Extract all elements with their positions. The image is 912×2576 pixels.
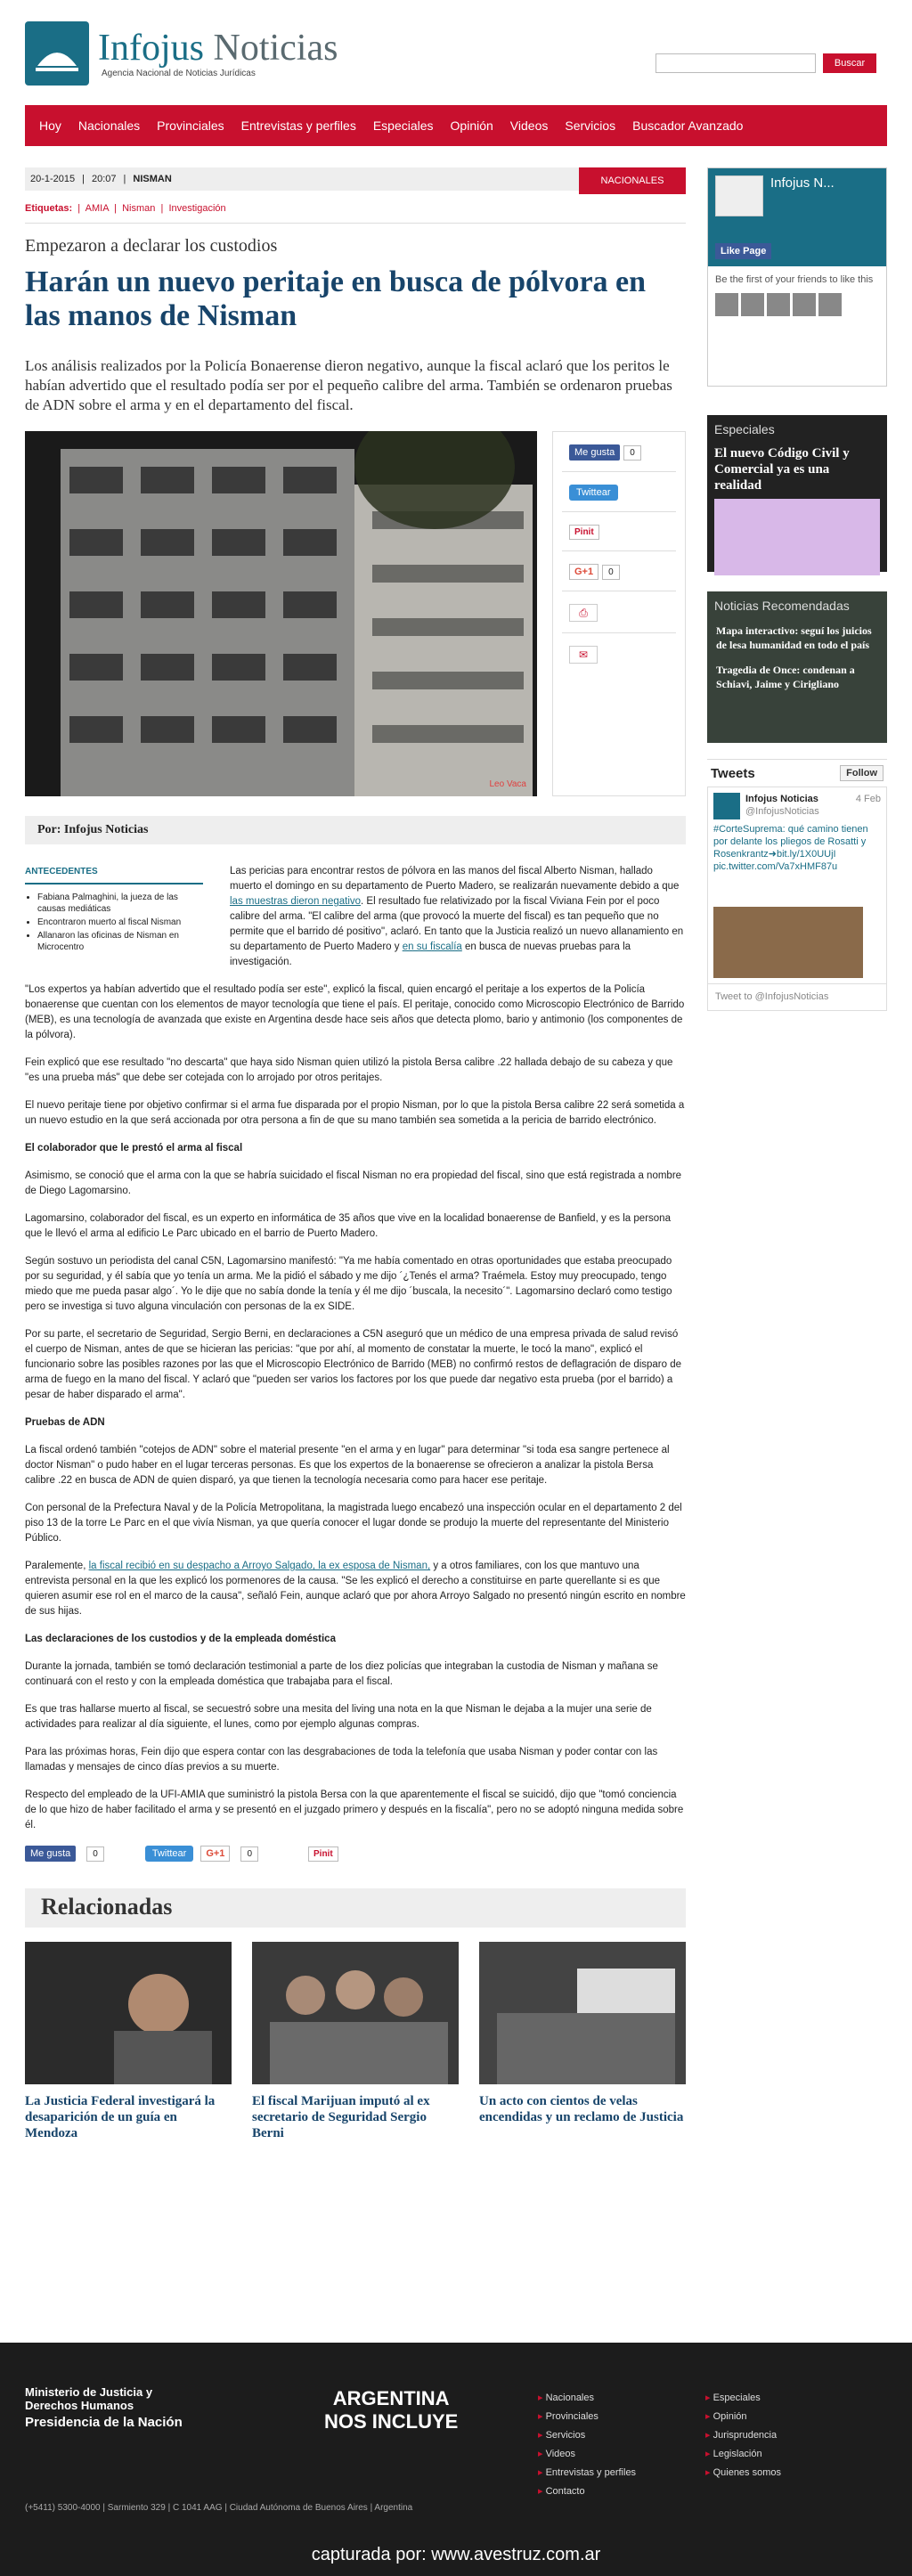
search-form (656, 53, 876, 73)
subheading: Pruebas de ADN (25, 1417, 105, 1428)
twitter-follow-button[interactable]: Follow (840, 765, 884, 781)
footer-link[interactable]: ▸ Opinión (705, 2408, 781, 2426)
sidebar (707, 167, 887, 1011)
article-body (25, 864, 686, 1833)
article-photo (25, 431, 537, 796)
google-plus-count: 0 (602, 565, 620, 580)
logo-accent: Noticias (213, 27, 338, 69)
logo-main: Infojus (98, 27, 204, 69)
nav-buscador[interactable]: Buscador Avanzado (632, 118, 744, 133)
google-plus-count: 0 (240, 1846, 258, 1862)
paragraph: La fiscal ordenó también "cotejos de ADN" sobre el material presente "en el arma y en lugar" para determinar "si toda esa sangre pertenece al doctor Nisman" o pudo haber en el lugar terceras personas. Es que los expertos de la bonaerense se ofrecieron a analizar la pistola Bersa calibre .22 en busca de ADN de quien disparó, ya que tienen la tecnología necesaria como para hacer ese peritaje. (25, 1445, 670, 1486)
related-headline[interactable]: El fiscal Marijuan imputó al ex secretario de Seguridad Sergio Berni (252, 2094, 430, 2140)
footer-ministry: Ministerio de Justicia y Derechos Humanos Presidencia de la Nación (25, 2385, 183, 2430)
related-image[interactable] (252, 1942, 459, 2084)
footer-link[interactable]: ▸ Legislación (705, 2445, 781, 2464)
tag-link[interactable]: Investigación (168, 203, 226, 214)
article-date: 20-1-2015 (30, 174, 76, 184)
paragraph: Es que tras hallarse muerto al fiscal, se secuestró sobre una mesita del living una nota en la que Nisman le dejaba a la mujer una serie de actividades para realizar al día siguiente, el lunes, como por ejemplo algunas compras. (25, 1704, 652, 1730)
facebook-widget-text: Be the first of your friends to like this (715, 274, 874, 285)
site-logo[interactable] (25, 21, 338, 86)
facebook-page-logo[interactable] (715, 175, 763, 216)
facebook-count: 0 (623, 445, 641, 461)
antecedentes-box (25, 864, 203, 955)
tags-label: Etiquetas: (25, 203, 73, 214)
tweet-image[interactable] (713, 907, 863, 978)
related-item[interactable] (479, 1942, 686, 2141)
nav-servicios[interactable]: Servicios (565, 118, 616, 133)
avatar[interactable] (713, 793, 740, 819)
google-plus-button[interactable]: G+1 (200, 1846, 230, 1862)
related-item[interactable] (25, 1942, 232, 2141)
recomendada-link[interactable]: Mapa interactivo: seguí los juicios de lesa humanidad en todo el país (716, 624, 872, 651)
twitter-widget (707, 759, 887, 1011)
especiales-title[interactable]: El nuevo Código Civil y Comercial ya es una realidad (714, 446, 850, 493)
article-time: 20:07 (92, 174, 117, 184)
search-input[interactable] (656, 53, 816, 73)
email-icon[interactable]: ✉ (569, 646, 598, 664)
footer-links-2 (705, 2389, 781, 2482)
related-image[interactable] (25, 1942, 232, 2084)
tweet-text[interactable]: #CorteSuprema: qué camino tienen por delante los pliegos de Rosatti y Rosenkrantz➜bit.ly/1X0UUjI pic.twitter.com/Va7xHMF87u (713, 824, 868, 872)
tag-link[interactable]: AMIA (85, 203, 109, 214)
paragraph: Asimismo, se conoció que el arma con la que se habría suicidado el fiscal Nisman no era propiedad del fiscal, sino que está registrada a nombre de Diego Lagomarsino. (25, 1170, 682, 1196)
photo-credit: Leo Vaca (489, 779, 526, 789)
antecedentes-title: ANTECEDENTES (25, 864, 203, 884)
twitter-tweet-button[interactable]: Twittear (569, 485, 618, 501)
footer-link[interactable]: ▸ Nacionales (538, 2389, 636, 2408)
tweet-handle[interactable]: @InfojusNoticias (745, 806, 819, 817)
tag-link[interactable]: Nisman (122, 203, 156, 214)
article-topic[interactable]: NISMAN (133, 174, 172, 184)
nav-hoy[interactable]: Hoy (39, 118, 61, 133)
inline-link[interactable]: las muestras dieron negativo (230, 896, 362, 907)
pinterest-button[interactable]: Pinit (569, 525, 599, 540)
site-footer (0, 2343, 912, 2576)
pinterest-button[interactable]: Pinit (308, 1846, 338, 1862)
facebook-faces (708, 293, 886, 316)
paragraph: El nuevo peritaje tiene por objetivo confirmar si el arma fue disparada por el propio Nisman, por lo que la pistola Bersa calibre 22 será sometida a un nuevo estudio en la que será accionada por otra persona a fin de que su mano también sea sometida a la pericia de barrido electrónico. (25, 1100, 685, 1126)
recomendadas-heading: Noticias Recomendadas (714, 599, 850, 613)
footer-link[interactable]: ▸ Jurisprudencia (705, 2426, 781, 2445)
nav-especiales[interactable]: Especiales (372, 118, 434, 133)
tags-row: Etiquetas: | AMIA | Nisman | Investigación (25, 203, 226, 214)
footer-motto: ARGENTINA NOS INCLUYE (324, 2387, 459, 2433)
inline-link[interactable]: la fiscal recibió en su despacho a Arroyo Salgado, la ex esposa de Nisman, (88, 1561, 431, 1571)
subheading: Las declaraciones de los custodios y de la empleada doméstica (25, 1634, 336, 1644)
paragraph: Paralemente, la fiscal recibió en su despacho a Arroyo Salgado, la ex esposa de Nisman, y a otros familiares, con los que mantuvo una entrevista personal en la que les explicó los pormenores de la causa. "Se les explicó el derecho a constituirse en parte querellante si es que quieren asumir ese rol en el marco de la causa", señaló Fein, aunque aclaró que por ahora Arroyo Salgado no presentó ningún escrito en nombre de sus hijas. (25, 1561, 686, 1617)
especiales-block[interactable] (707, 415, 887, 572)
recomendadas-block (707, 591, 887, 743)
footer-address: (+5411) 5300-4000 | Sarmiento 329 | C 1041 AAG | Ciudad Autónoma de Buenos Aires | Argentina (25, 2503, 413, 2513)
related-headline[interactable]: Un acto con cientos de velas encendidas y un reclamo de Justicia (479, 2094, 684, 2124)
facebook-like-button[interactable]: Me gusta (25, 1846, 76, 1862)
facebook-like-page-button[interactable]: Like Page (715, 243, 771, 259)
twitter-tweet-button[interactable]: Twittear (145, 1846, 194, 1862)
tweet-date: 4 Feb (855, 794, 881, 804)
section-badge[interactable]: NACIONALES (579, 167, 686, 194)
related-section (25, 1888, 686, 2141)
paragraph: Respecto del empleado de la UFI-AMIA que suministró la pistola Bersa con la que aparentemente el fiscal se suicidó, dijo que "tomó conciencia de lo que hizo de haber facilitado el arma y se presentó en el juzgado primero y después en la fiscalía", pero no se adoptó ninguna medida sobre él. (25, 1789, 684, 1830)
footer-link[interactable]: ▸ Videos (538, 2445, 636, 2464)
antecedente-link[interactable]: • Allanaron las oficinas de Nisman en Microcentro (37, 930, 203, 953)
antecedente-link[interactable]: • Encontraron muerto al fiscal Nisman (37, 917, 203, 928)
paragraph: Lagomarsino, colaborador del fiscal, es un experto en informática de 35 años que vive en la localidad bonaerense de Banfield, y es la persona que le llevó el arma al edificio Le Parc ubicado en el barrio de Puerto Madero. (25, 1213, 671, 1239)
subheading: El colaborador que le prestó el arma al fiscal (25, 1143, 243, 1153)
footer-links-1 (538, 2389, 636, 2501)
article-meta: 20-1-2015 | 20:07 | NISMAN NACIONALES (25, 167, 686, 191)
print-icon[interactable]: ⎙ (569, 604, 598, 622)
nav-entrevistas[interactable]: Entrevistas y perfiles (240, 118, 356, 133)
paragraph: Fein explicó que ese resultado "no descarta" que haya sido Nisman quien utilizó la pistola Bersa calibre .22 hallada debajo de su cabeza y que "es una prueba más" que debe ser cotejada con lo arrojado por otros peritajes. (25, 1057, 673, 1083)
facebook-count: 0 (86, 1846, 104, 1862)
tweet (707, 787, 887, 984)
facebook-like-button[interactable]: Me gusta (569, 444, 620, 461)
capture-watermark: capturada por: www.avestruz.com.ar (311, 2545, 601, 2564)
footer-link[interactable]: ▸ Especiales (705, 2389, 781, 2408)
article-lead: Los análisis realizados por la Policía Bonaerense dieron negativo, aunque la fiscal aclaró que los peritos le habían advertido que el resultado podía ser por el pequeño calibre del arma. También se ordenaron pruebas de ADN sobre el arma y en el departamento del fiscal. (25, 357, 672, 413)
google-plus-button[interactable]: G+1 (569, 564, 598, 580)
article-media (25, 431, 686, 805)
related-image[interactable] (479, 1942, 686, 2084)
site-header (0, 0, 912, 107)
antecedente-link[interactable]: • Fabiana Palmaghini, la jueza de las causas mediáticas (37, 892, 203, 915)
related-title: Relacionadas (25, 1888, 686, 1928)
especiales-heading: Especiales (714, 422, 775, 436)
footer-link[interactable]: ▸ Entrevistas y perfiles (538, 2464, 636, 2482)
especiales-image[interactable] (714, 499, 880, 575)
footer-link[interactable]: ▸ Contacto (538, 2482, 636, 2501)
footer-link[interactable]: ▸ Quienes somos (705, 2464, 781, 2482)
nav-opinion[interactable]: Opinión (450, 118, 493, 133)
nav-videos[interactable]: Videos (509, 118, 549, 133)
search-button[interactable]: Buscar (823, 53, 876, 73)
facebook-widget (707, 167, 887, 387)
bottom-share-bar (25, 1846, 686, 1862)
article-author: Por: Infojus Noticias (25, 816, 686, 844)
related-item[interactable] (252, 1942, 459, 2141)
nav-provinciales[interactable]: Provinciales (157, 118, 224, 133)
inline-link[interactable]: en su fiscalía (402, 942, 462, 952)
recomendada-link[interactable]: Tragedia de Once: condenan a Schiavi, Jaime y Cirigliano (716, 664, 855, 690)
logo-icon (25, 21, 89, 86)
logo-subtitle: Agencia Nacional de Noticias Jurídicas (102, 68, 256, 78)
related-headline[interactable]: La Justicia Federal investigará la desaparición de un guía en Mendoza (25, 2094, 216, 2140)
tweets-title: Tweets (711, 765, 755, 781)
paragraph: Para las próximas horas, Fein dijo que espera contar con las desgrabaciones de toda la telefonía que usaba Nisman y poder contar con las llamadas y mensajes de cinco días previos a su muerte. (25, 1747, 658, 1773)
paragraph: Las pericias para encontrar restos de pólvora en las manos del fiscal Alberto Nisman, hallado muerto el domingo en su departamento de Puerto Madero, se realizarán nuevamente debido a que las muestras dieron negativo. El resultado fue relativizado por la fiscal Viviana Fein por el poco calibre del arma. "El calibre del arma (que provocó la muerte del fiscal) es tan pequeño que no permite que el barrido dé positivo", aclaró. En tanto que la Justicia realizó un nuevo allanamiento en su departamento de Puerto Madero y en su fiscalía en busca de nuevas pruebas para la investigación. (230, 866, 684, 967)
tweet-input[interactable]: Tweet to @InfojusNoticias (707, 984, 887, 1011)
footer-link[interactable]: ▸ Servicios (538, 2426, 636, 2445)
article-title: Harán un nuevo peritaje en busca de pólvora en las manos de Nisman (25, 265, 647, 332)
main-nav (25, 105, 887, 146)
share-panel (552, 431, 686, 796)
article-column (25, 167, 686, 2141)
facebook-page-title[interactable]: Infojus N... (770, 175, 835, 191)
paragraph: Por su parte, el secretario de Seguridad, Sergio Berni, en declaraciones a C5N aseguró que un médico de una empresa privada de salud revisó el cuerpo de Nisman, antes de que se hicieran las pericias: "que por ahí, al momento de constatar la muerte, le tocó la mano", explicó el funcionario sobre las posibles razones por las que el Microscopio Electrónico de Barrido (MEB) no confirmó restos de deflagración de disparo de arma de fuego en la mano del fiscal. Y aclaró que "pueden ser varios los factores por los que puede dar negativo esta prueba (por el barrido) a pesar de haber disparado el arma". (25, 1329, 682, 1400)
footer-link[interactable]: ▸ Provinciales (538, 2408, 636, 2426)
paragraph: Según sostuvo un periodista del canal C5N, Lagomarsino manifestó: "Ya me había comentado en otras oportunidades que estaba preocupado por su seguridad, y él sabía que yo tenía un arma. Me la pidió el sábado y me dijo ´¿Tenés el arma? Traémela. Estoy muy preocupado, tengo miedo que me pueda pasar algo´. Yo le dije que no sabía donde la tenía y él me dijo ´buscala, la necesito´". Lagomarsino declaró como testigo pero se investiga si tuvo alguna vinculación con personas de la ex SIDE. (25, 1256, 672, 1312)
paragraph: Durante la jornada, también se tomó declaración testimonial a parte de los diez policías que integraban la custodia de Nisman y mañana se continuará con el resto y con la empleada doméstica que trabajaba para el fiscal. (25, 1661, 658, 1687)
paragraph: Con personal de la Prefectura Naval y de la Policía Metropolitana, la magistrada luego encabezó una inspección ocular en el departamento 2 del piso 13 de la torre Le Parc en el que vivía Nisman, ya que quería conocer el lugar donde se produjo la muerte del representante del Ministerio Público. (25, 1503, 682, 1544)
tweet-author[interactable]: Infojus Noticias (745, 794, 818, 804)
nav-nacionales[interactable]: Nacionales (77, 118, 141, 133)
paragraph: "Los expertos ya habían advertido que el resultado podía ser este", explicó la fiscal, quien encargó el peritaje a los expertos de la Policía bonaerense que cuentan con los elementos de mayor tecnología que tiene el país. El peritaje, conocido como Microscopio Electrónico de Barrido (MEB), es una tecnología de avanzada que existe en Argentina desde hace seis años que detecta plomo, bario y antimonio (los componentes de la pólvora). (25, 984, 685, 1040)
article-kicker: Empezaron a declarar los custodios (25, 236, 278, 256)
